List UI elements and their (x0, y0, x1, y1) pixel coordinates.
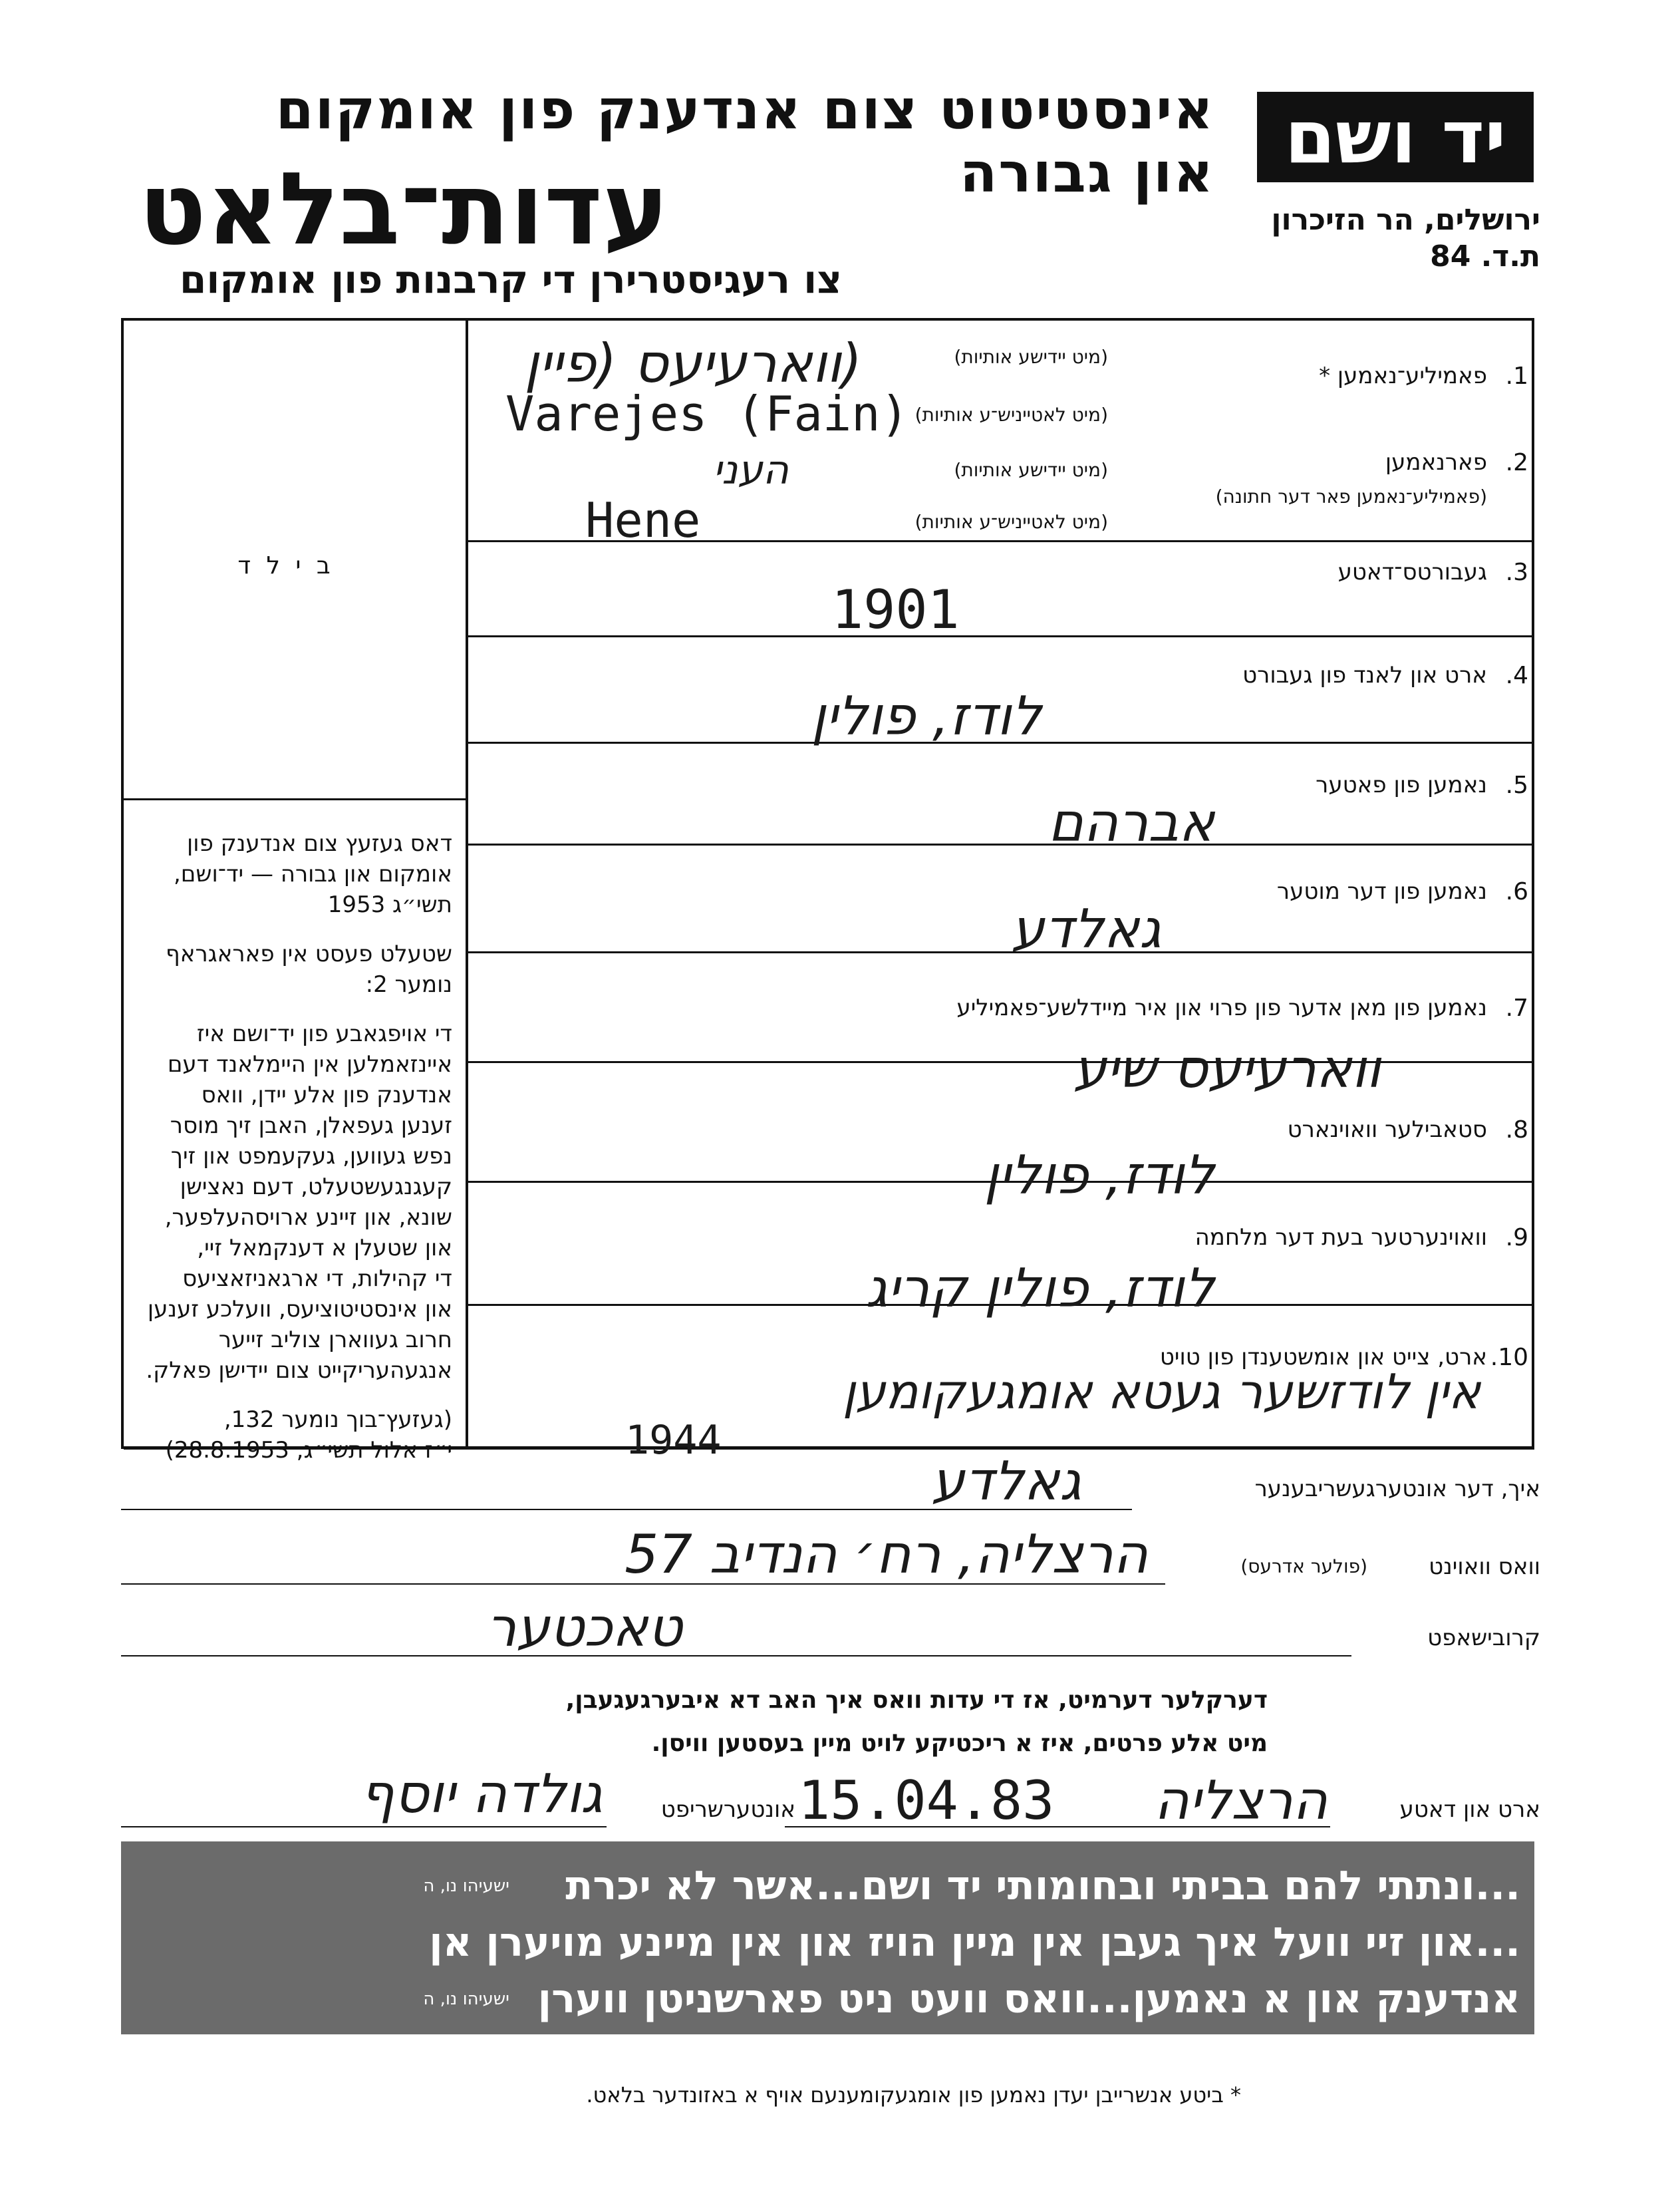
field-10-label: ארט, צייט און אומשטענדן פון טויט (1159, 1344, 1487, 1370)
address-label: וואס וואוינט (1429, 1553, 1540, 1580)
field-2-number: 2. (1505, 449, 1528, 476)
relation-line (121, 1655, 1351, 1656)
field-8-value[interactable]: לודז, פולין (984, 1144, 1214, 1206)
field-2-label: פארנאמען (1385, 449, 1487, 476)
place-date-label: ארט און דאטע (1399, 1796, 1540, 1823)
field-5-number: 5. (1505, 772, 1528, 799)
law-text: און אינסטיטוציעס, וועלכע זענען (147, 1296, 452, 1323)
location-line: ירושלים, הר הזיכרון (1271, 203, 1540, 237)
relation-value[interactable]: טאכטער (486, 1597, 682, 1658)
photo-divider (124, 798, 466, 800)
date-value[interactable]: 15.04.83 (798, 1770, 1055, 1831)
law-text: די קהילות, די ארגאניזאציעס (182, 1265, 452, 1292)
signature-line (121, 1826, 607, 1827)
field-1-hint-yiddish: (מיט יידישע אותיות) (954, 346, 1108, 368)
law-ref: (געזעץ־בוך נומער 132, (223, 1406, 452, 1433)
law-text: שונא, און זיינע ארויסהעלפער, (164, 1204, 452, 1231)
field-7-label: נאמען פון מאן אדער פון פרוי און איר מיידלשע־פאמיליע (956, 995, 1487, 1021)
declaration-line-2: מיט אלע פרטים, איז א ריכטיקע לויט מיין בעסטען וויסן. (651, 1730, 1268, 1757)
footnote: * ביטע אנשרייבן יעדן נאמען פון אומגעקומענעם אויף א באזונדער בלאט. (586, 2082, 1241, 2108)
signer-label: איך, דער אונטערגעשריבענער (1254, 1476, 1540, 1502)
field-1-number: 1. (1505, 363, 1528, 390)
law-text: קעגנגעשטעלט, דעם נאצישן (180, 1174, 452, 1200)
field-10-number: 10. (1490, 1344, 1528, 1371)
law-text: נפש געווען, געקעמפט און זיך (170, 1143, 452, 1170)
yad-vashem-logo: יד ושם (1257, 92, 1534, 182)
field-2-value-yiddish[interactable]: העני (712, 447, 789, 494)
field-9-label: וואוינערטער בעת דער מלחמה (1194, 1224, 1487, 1251)
law-line: נומער 2: (365, 971, 452, 998)
field-10-year[interactable]: 1944 (625, 1417, 722, 1464)
law-text: איינזאמלען אין היימלאנד דעם (167, 1051, 452, 1078)
form-title: עדות־בלאט (138, 152, 669, 267)
field-6-value[interactable]: גאלדע (1011, 898, 1161, 960)
institute-title: אינסטיטוט צום אנדענק פון אומקום און גבורה (275, 79, 1214, 205)
law-text: אנגעהעריקייט צום יידישן פאלק. (146, 1357, 452, 1384)
address-value[interactable]: הרצליה, רח׳ הנדיב 57 (625, 1523, 1148, 1585)
column-divider (466, 318, 468, 1449)
place-value[interactable]: הרצליה (1154, 1770, 1328, 1831)
field-2-value-latin[interactable]: Hene (585, 492, 701, 548)
law-ref: י״ז אלול תשי״ג, 28.8.1953) (165, 1437, 452, 1464)
banner-line-3: אנדענק און א נאמען...וואס וועט ניט פארשניטן ווערן (537, 1976, 1520, 2022)
law-text: חרוב געווארן צוליב זייער (218, 1327, 452, 1353)
field-5-label: נאמען פון פאטער (1316, 772, 1487, 798)
law-text: אנדענק פון אלע יידן, וואס (201, 1082, 452, 1108)
field-4-value[interactable]: לודז, פולין (811, 685, 1042, 747)
field-2-hint-yiddish: (מיט יידישע אותיות) (954, 459, 1108, 481)
field-1-hint-latin: (מיט לאטייניש־ע אותיות) (914, 404, 1108, 426)
law-line: שטעלט פעסט אין פאראגראף (166, 941, 452, 967)
banner-line-1: ...ונתתי להם בביתי ובחומותי יד ושם...אשר לא יכרת (565, 1863, 1520, 1909)
field-3-label: געבורטס־דאטע (1337, 559, 1487, 585)
field-4-number: 4. (1505, 662, 1528, 689)
field-5-value[interactable]: אברהם (1048, 792, 1214, 854)
law-text: די אויפגאבע פון יד־ושם איז (196, 1021, 452, 1047)
law-line: תשי״ג 1953 (327, 891, 452, 918)
field-9-number: 9. (1505, 1224, 1528, 1251)
field-1-value-latin[interactable]: Varejes (Fain) (505, 386, 909, 442)
field-1-value-yiddish[interactable]: (ווארעיעס (פיין (524, 333, 862, 394)
field-6-label: נאמען פון דער מוטער (1276, 878, 1487, 905)
declaration-line-1: דערקלער דערמיט, אז די עדות וואס איך האב דא איבערגעגעבן, (565, 1686, 1268, 1714)
address-sublabel: (פולער אדרעס) (1240, 1555, 1367, 1577)
field-8-label: סטאבילער וואוינארט (1287, 1116, 1487, 1143)
relation-label: קרובישאפט (1427, 1625, 1540, 1651)
form-subtitle: צו רעגיסטרירן די קרבנות פון אומקום (180, 257, 842, 302)
banner-ref-1: ישעיהו נו, ה (423, 1876, 509, 1896)
field-2-subhint: (פאמיליע־נאמען פאר דער חתונה) (1215, 486, 1487, 508)
signature-label: אונטערשריפט (660, 1796, 795, 1823)
field-6-number: 6. (1505, 878, 1528, 905)
banner-line-2: ...און זיי וועל איך געבן אין מיין הויז און אין מיינע מויערן אן (429, 1919, 1520, 1966)
law-line: אומקום און גבורה — יד־ושם, (173, 861, 452, 887)
law-text: און שטעלן א דענקמאל זיי, (197, 1235, 452, 1261)
field-8-number: 8. (1505, 1116, 1528, 1144)
po-box-line: ת.ד. 84 (1430, 239, 1540, 273)
photo-label: ב י ל ד (237, 552, 335, 579)
field-3-number: 3. (1505, 559, 1528, 586)
field-10-value[interactable]: אין לודזשער געטא אומגעקומען (842, 1364, 1480, 1420)
banner-ref-2: ישעיהו נו, ה (423, 1989, 509, 2009)
law-text: זענען געפאלן, האבן זיך מוסר (170, 1112, 452, 1139)
field-7-number: 7. (1505, 995, 1528, 1022)
sidebar-law (136, 828, 452, 1466)
field-1-label: פאמיליע־נאמען * (1319, 363, 1487, 389)
signature-value[interactable]: גולדה יוסף (360, 1763, 603, 1825)
field-7-value[interactable]: ווארעיעס שיע (1073, 1038, 1381, 1100)
field-9-value[interactable]: לודז, פולין קריג (865, 1257, 1214, 1319)
signer-value[interactable]: גאלדע (931, 1450, 1081, 1512)
field-2-hint-latin: (מיט לאטייניש־ע אותיות) (914, 511, 1108, 533)
law-line: דאס געזעץ צום אנדענק פון (187, 830, 452, 857)
field-4-label: ארט און לאנד פון געבורט (1242, 662, 1487, 689)
field-3-value[interactable]: 1901 (831, 579, 960, 641)
